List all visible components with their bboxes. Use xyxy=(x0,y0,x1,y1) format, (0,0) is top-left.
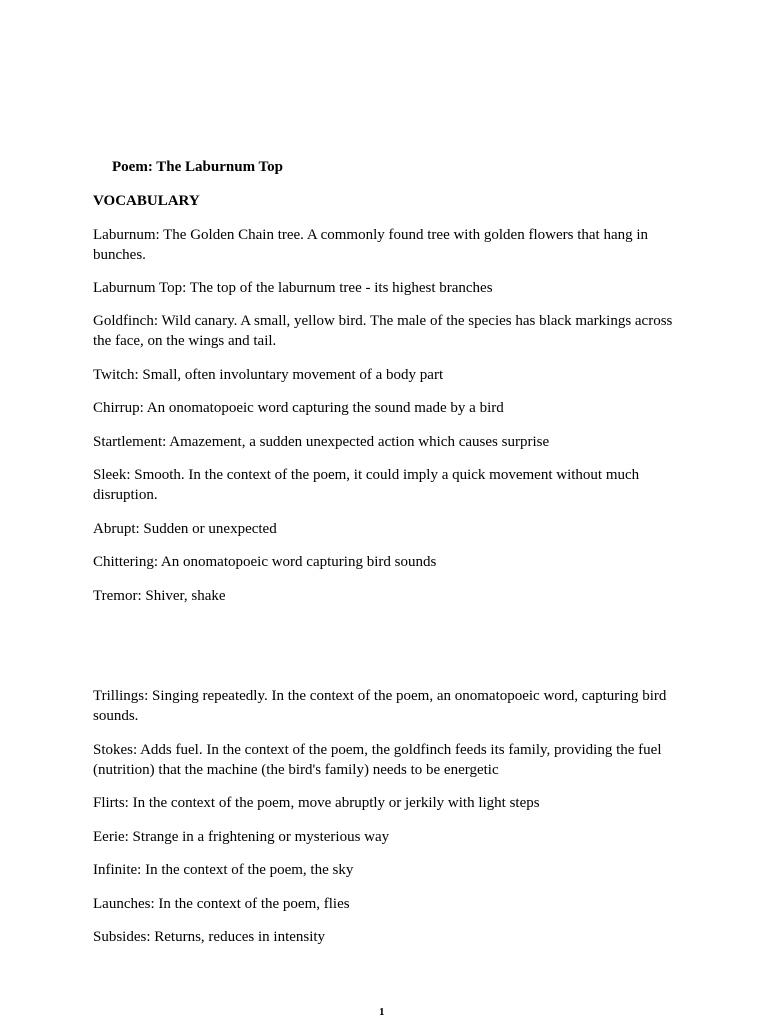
vocab-entry-eerie: Eerie: Strange in a frightening or mysterious way xyxy=(93,829,390,845)
section-heading: VOCABULARY xyxy=(93,193,200,209)
vocab-entry-subsides: Subsides: Returns, reduces in intensity xyxy=(93,929,326,945)
vocab-entry-sleek: Sleek: Smooth. In the context of the poem, it could imply a quick movement without much disruption. xyxy=(93,467,640,503)
vocab-entry-infinite: Infinite: In the context of the poem, the sky xyxy=(93,862,354,878)
vocab-entry-twitch: Twitch: Small, often involuntary movement of a body part xyxy=(93,367,444,383)
vocab-entry-laburnum-top: Laburnum Top: The top of the laburnum tree - its highest branches xyxy=(93,280,493,296)
vocab-entry-chirrup: Chirrup: An onomatopoeic word capturing the sound made by a bird xyxy=(93,400,504,416)
vocab-entry-flirts: Flirts: In the context of the poem, move abruptly or jerkily with light steps xyxy=(93,795,540,811)
vocab-entry-goldfinch: Goldfinch: Wild canary. A small, yellow bird. The male of the species has black markings across the face, on the wings and tail. xyxy=(93,313,673,349)
vocab-entry-tremor: Tremor: Shiver, shake xyxy=(93,588,226,604)
vocab-entry-launches: Launches: In the context of the poem, flies xyxy=(93,896,350,912)
vocab-entry-startlement: Startlement: Amazement, a sudden unexpected action which causes surprise xyxy=(93,434,550,450)
vocab-entry-abrupt: Abrupt: Sudden or unexpected xyxy=(93,521,277,537)
vocab-entry-trillings: Trillings: Singing repeatedly. In the context of the poem, an onomatopoeic word, capturing bird sounds. xyxy=(93,688,667,724)
vocab-entry-laburnum: Laburnum: The Golden Chain tree. A commonly found tree with golden flowers that hang in bunches. xyxy=(93,227,649,263)
vocab-entry-chittering: Chittering: An onomatopoeic word capturing bird sounds xyxy=(93,554,437,570)
vocab-entry-stokes: Stokes: Adds fuel. In the context of the poem, the goldfinch feeds its family, providing the fuel (nutrition) that the machine (the bird's family) needs to be energetic xyxy=(93,742,662,778)
page-number: 1 xyxy=(379,1006,385,1018)
poem-title: Poem: The Laburnum Top xyxy=(112,159,284,175)
